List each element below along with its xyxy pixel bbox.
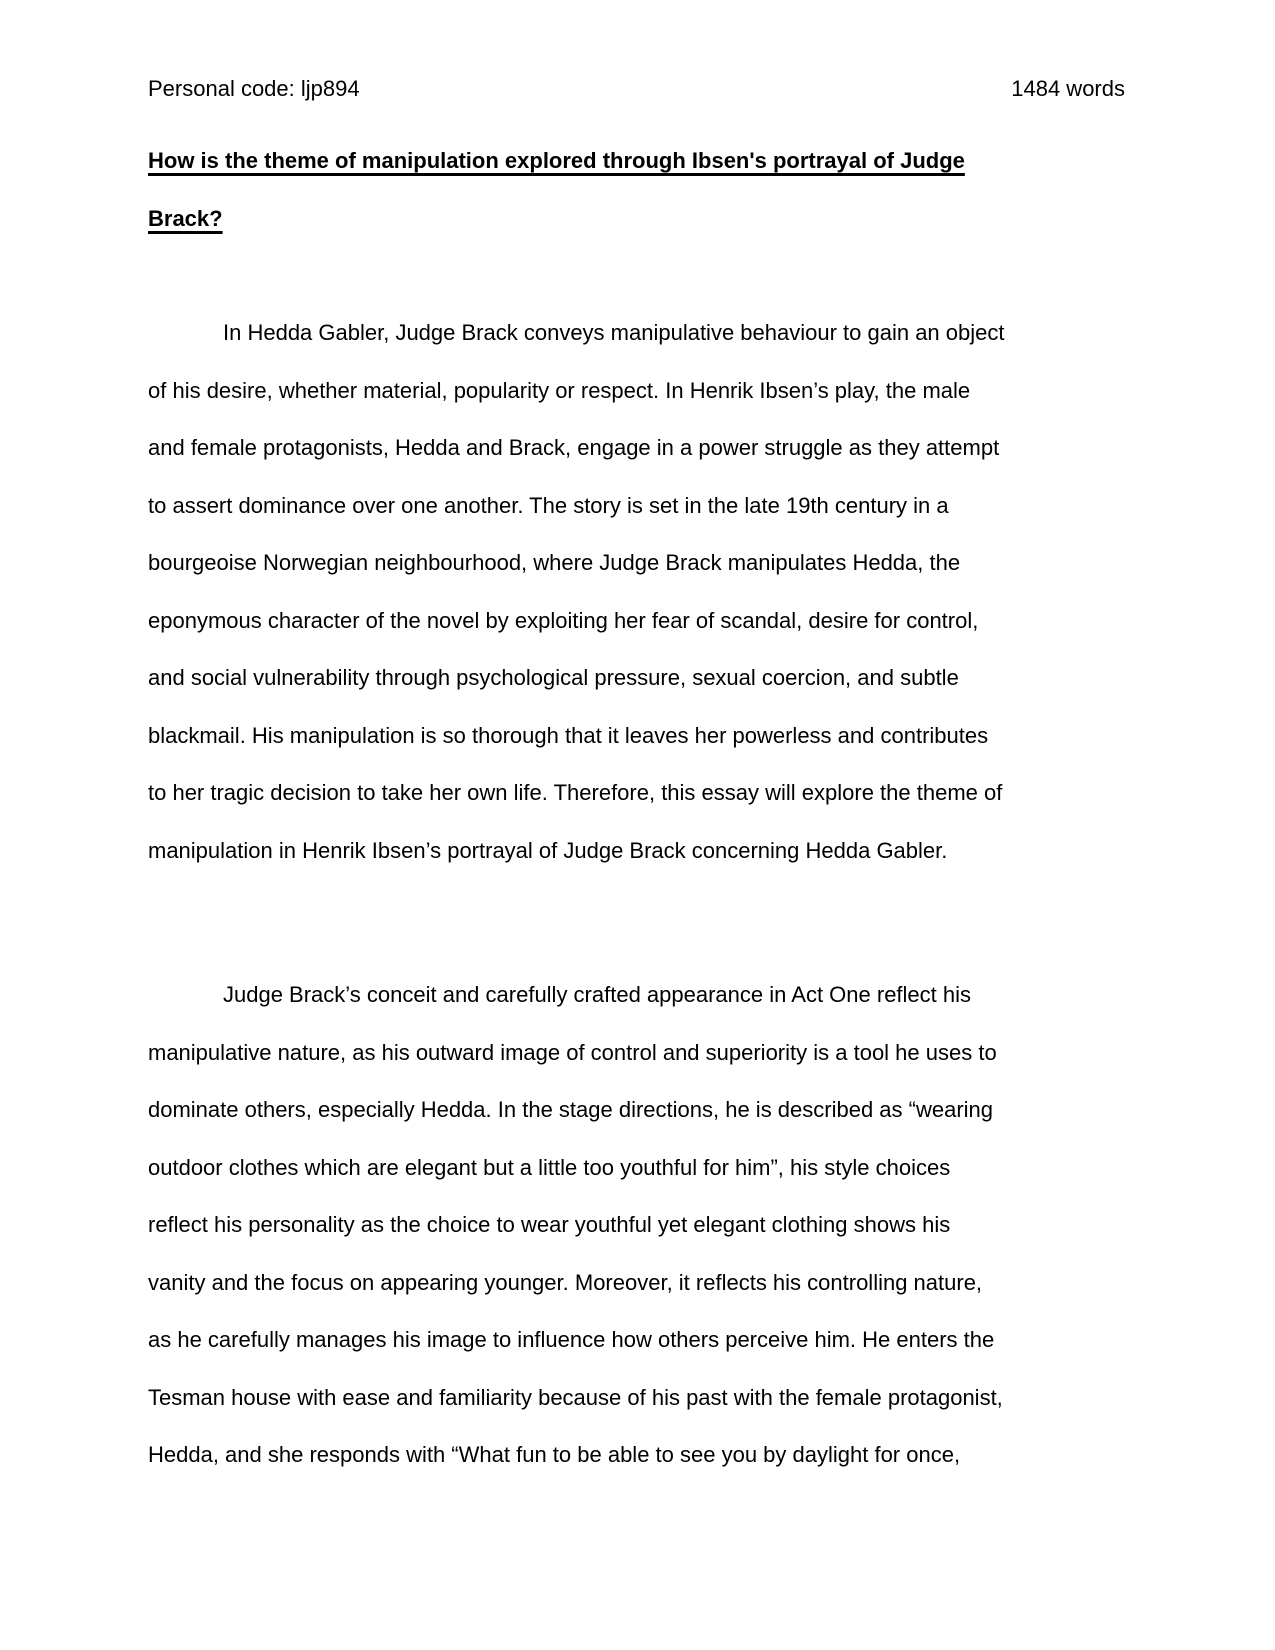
text-line: reflect his personality as the choice to wear youthful yet elegant clothing shows his: [148, 1212, 951, 1237]
paragraph: [148, 966, 1125, 1484]
text-line: In Hedda Gabler, Judge Brack conveys manipulative behaviour to gain an object: [223, 320, 1005, 345]
essay-title-line-2: Brack?: [148, 205, 223, 231]
text-line: and social vulnerability through psychological pressure, sexual coercion, and subtle: [148, 665, 959, 690]
essay-title-line-1: How is the theme of manipulation explored through Ibsen's portrayal of Judge: [148, 148, 965, 173]
text-line: as he carefully manages his image to influence how others perceive him. He enters the: [148, 1327, 995, 1352]
text-line: Hedda, and she responds with “What fun to be able to see you by daylight for once,: [148, 1442, 961, 1467]
text-line: to assert dominance over one another. The story is set in the late 19th century in a: [148, 492, 949, 518]
text-line: of his desire, whether material, popularity or respect. In Henrik Ibsen’s play, the male: [148, 377, 971, 403]
text-line: vanity and the focus on appearing younger. Moreover, it reflects his controlling nature,: [148, 1269, 983, 1295]
text-line: and female protagonists, Hedda and Brack, engage in a power struggle as they attempt: [148, 435, 1000, 460]
text-line: outdoor clothes which are elegant but a little too youthful for him”, his style choices: [148, 1154, 951, 1180]
text-line: dominate others, especially Hedda. In the stage directions, he is described as “wearing: [148, 1097, 994, 1122]
text-line: manipulative nature, as his outward image of control and superiority is a tool he uses to: [148, 1039, 997, 1065]
text-line: Tesman house with ease and familiarity because of his past with the female protagonist,: [148, 1384, 1003, 1410]
text-line: Judge Brack’s conceit and carefully crafted appearance in Act One reflect his: [223, 982, 972, 1007]
paragraph: [148, 304, 1125, 879]
text-line: eponymous character of the novel by exploiting her fear of scandal, desire for control,: [148, 607, 979, 633]
text-line: blackmail. His manipulation is so thorough that it leaves her powerless and contributes: [148, 722, 989, 748]
word-count-label: 1484 words: [1011, 76, 1125, 101]
text-line: to her tragic decision to take her own life. Therefore, this essay will explore the theme of: [148, 780, 1003, 805]
text-line: manipulation in Henrik Ibsen’s portrayal of Judge Brack concerning Hedda Gabler.: [148, 837, 948, 863]
text-line: bourgeoise Norwegian neighbourhood, where Judge Brack manipulates Hedda, the: [148, 550, 961, 575]
personal-code-label: Personal code: ljp894: [148, 76, 360, 101]
essay-body: [148, 0, 1125, 1650]
